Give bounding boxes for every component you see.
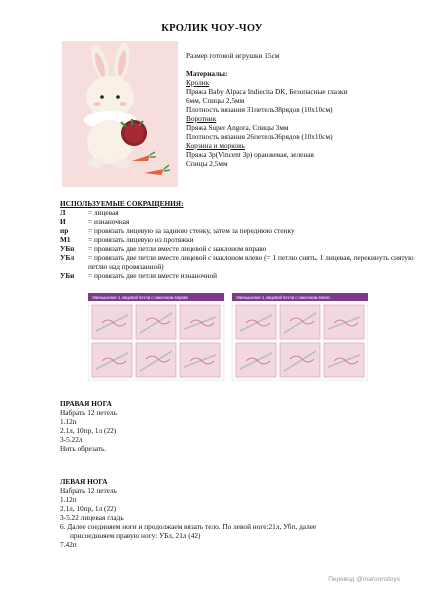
bunny-photo bbox=[62, 41, 178, 187]
material-line: Пряжа Baby Alpaca Indiecita DK, Безопасные глазки bbox=[186, 87, 348, 96]
abbreviations-heading: ИСПОЛЬЗУЕМЫЕ СОКРАЩЕНИЯ: bbox=[60, 199, 184, 208]
abbreviation-key: УБл bbox=[60, 253, 75, 262]
decrease-technique-diagram bbox=[88, 293, 368, 381]
instruction-line: Набрать 12 петель bbox=[60, 486, 117, 495]
abbreviation-value: = провязать две петли вместе лицевой с наклоном вправо bbox=[88, 244, 267, 253]
technique-illustration bbox=[88, 293, 368, 381]
right-leg-section bbox=[60, 399, 420, 453]
instruction-line: 1.12п bbox=[60, 417, 77, 426]
translation-watermark: Перевод @maroonstoys bbox=[328, 576, 400, 583]
material-name: Кролик bbox=[186, 78, 210, 87]
instruction-line: 2.1л, 10пр, 1л (22) bbox=[60, 504, 117, 513]
materials-heading: Материалы: bbox=[186, 69, 228, 78]
instruction-line: Нить обрезать. bbox=[60, 444, 107, 453]
abbreviation-row bbox=[60, 271, 420, 280]
abbreviation-value: = провязать две петли вместе лицевой с наклоном влево (= 1 петлю снять, 1 лицевая, перекинуть снятую петлю над провязанной) bbox=[88, 253, 414, 271]
abbreviation-value: = лицевая bbox=[88, 208, 119, 217]
material-name: Корзина и морковь bbox=[186, 141, 245, 150]
abbreviation-key: М1 bbox=[60, 235, 71, 244]
instruction-line: 7.42п bbox=[60, 540, 77, 549]
instruction-line: 3-5.22 лицевая гладь bbox=[60, 513, 124, 522]
toy-size: Размер готовой игрушки 15см bbox=[186, 51, 280, 60]
abbreviation-key: УБп bbox=[60, 244, 75, 253]
right-leg-heading: ПРАВАЯ НОГА bbox=[60, 399, 112, 408]
left-leg-heading: ЛЕВАЯ НОГА bbox=[60, 477, 108, 486]
abbreviation-value: = провязать лицевую из протяжки bbox=[88, 235, 194, 244]
abbreviation-key: Л bbox=[60, 208, 66, 217]
abbreviations-section bbox=[60, 199, 420, 280]
bunny-illustration bbox=[62, 41, 178, 187]
material-line: 6мм, Спицы 2,5мм bbox=[186, 96, 245, 105]
abbreviation-value: = провязать две петли вместе изнаночной bbox=[88, 271, 218, 280]
material-line: Спицы 2,5мм bbox=[186, 159, 228, 168]
material-line: Пряжа Super Angora, Спицы 3мм bbox=[186, 123, 289, 132]
left-leg-section bbox=[60, 477, 420, 549]
page-title: КРОЛИК ЧОУ-ЧОУ bbox=[161, 23, 263, 34]
abbreviation-key: УБи bbox=[60, 271, 75, 280]
abbreviation-row bbox=[60, 235, 420, 244]
instruction-line: присоединяем правую ногу: УБл, 21л (42) bbox=[70, 531, 201, 540]
material-line: Пряжа 3р(Vincent 3р) оранжевая, зеленая bbox=[186, 150, 314, 159]
abbreviation-key: И bbox=[60, 217, 66, 226]
left-diagram-title: Уменьшение 1 лицевой петли с наклоном вправо bbox=[92, 295, 189, 300]
abbreviation-value: = изнаночная bbox=[88, 217, 130, 226]
abbreviation-row bbox=[60, 253, 420, 271]
materials-block bbox=[186, 51, 416, 168]
instruction-line: 2.1л, 10пр, 1л (22) bbox=[60, 426, 117, 435]
abbreviation-value: = провязать лицевую за заднюю стенку, затем за переднюю стенку bbox=[88, 226, 295, 235]
material-line: Плотность вязания 31петель38рядов (10х10см) bbox=[186, 105, 333, 114]
material-line: Плотность вязания 26петель36рядов (10х10см) bbox=[186, 132, 333, 141]
abbreviation-row bbox=[60, 217, 420, 226]
abbreviation-row bbox=[60, 244, 420, 253]
instruction-line: 1.12п bbox=[60, 495, 77, 504]
instruction-line: 6. Далее соединяем ноги и продолжаем вязать тело. По левой ноге:21л, Убп, далее bbox=[60, 522, 317, 531]
material-name: Воротник bbox=[186, 114, 217, 123]
right-diagram-title: Уменьшение 1 лицевой петли с наклоном влево bbox=[236, 295, 330, 300]
abbreviation-row bbox=[60, 208, 420, 217]
instruction-line: Набрать 12 петель bbox=[60, 408, 117, 417]
instruction-line: 3-5.22л bbox=[60, 435, 83, 444]
abbreviation-row bbox=[60, 226, 420, 235]
abbreviation-key: пр bbox=[60, 226, 69, 235]
